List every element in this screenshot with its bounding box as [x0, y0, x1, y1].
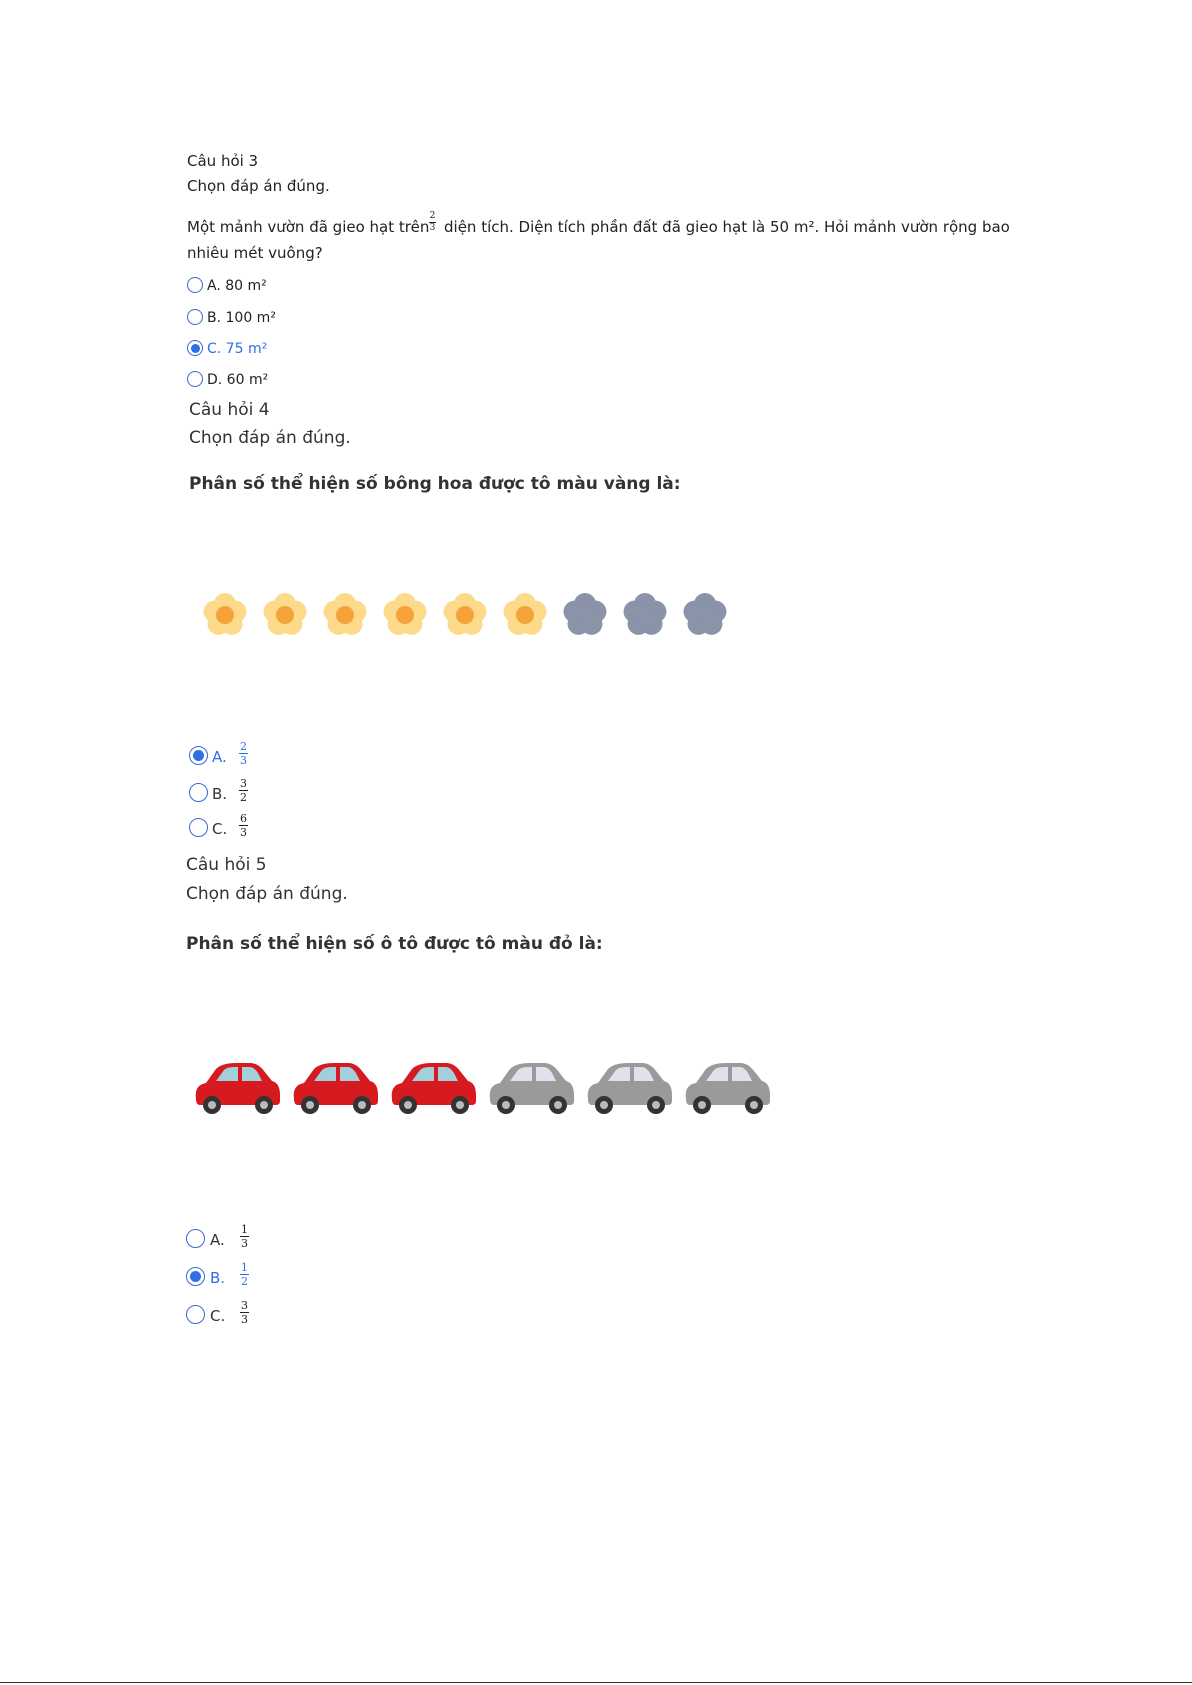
option-fraction — [240, 1262, 249, 1287]
option-letter: C. — [210, 1307, 226, 1325]
radio-button[interactable] — [186, 1229, 205, 1248]
fraction-numerator: 2 — [429, 211, 436, 221]
radio-button-selected[interactable] — [187, 340, 203, 356]
red-car-icon — [294, 1063, 378, 1114]
radio-button[interactable] — [187, 277, 203, 293]
gray-flower-icon — [684, 593, 727, 635]
fraction-denominator: 2 — [241, 1275, 248, 1288]
flowers-image — [190, 585, 750, 645]
fraction-numerator: 1 — [241, 1261, 248, 1274]
radio-button[interactable] — [189, 818, 208, 837]
red-car-icon — [196, 1063, 280, 1114]
question-3-fraction — [429, 212, 436, 233]
fraction-denominator: 3 — [241, 1237, 248, 1250]
radio-button[interactable] — [187, 371, 203, 387]
yellow-flower-icon — [384, 593, 427, 635]
question-5-prompt: Phân số thể hiện số ô tô được tô màu đỏ là: — [186, 934, 603, 954]
option-fraction — [239, 741, 248, 766]
fraction-numerator: 2 — [240, 740, 247, 753]
radio-button[interactable] — [187, 309, 203, 325]
fraction-numerator: 6 — [240, 812, 247, 825]
option-label: A. 80 m² — [207, 278, 267, 294]
radio-button[interactable] — [189, 783, 208, 802]
question-4-prompt: Phân số thể hiện số bông hoa được tô màu vàng là: — [189, 474, 681, 494]
option-letter: A. — [212, 748, 227, 766]
fraction-denominator: 3 — [241, 1313, 248, 1326]
fraction-denominator: 3 — [240, 754, 247, 767]
option-letter: C. — [212, 820, 228, 838]
option-fraction — [240, 1300, 249, 1325]
radio-button-selected[interactable] — [186, 1267, 205, 1286]
question-5-title: Câu hỏi 5 — [186, 855, 267, 875]
yellow-flower-icon — [264, 593, 307, 635]
page-bottom-divider — [0, 1682, 1192, 1683]
gray-flower-icon — [624, 593, 667, 635]
gray-car-icon — [686, 1063, 770, 1114]
radio-button-selected[interactable] — [189, 746, 208, 765]
question-3-title: Câu hỏi 3 — [187, 152, 259, 170]
question-3-text-before: Một mảnh vườn đã gieo hạt trên — [187, 218, 430, 236]
option-label: D. 60 m² — [207, 372, 269, 388]
yellow-flower-icon — [504, 593, 547, 635]
yellow-flower-icon — [324, 593, 367, 635]
option-label: B. 100 m² — [207, 310, 276, 326]
option-letter: A. — [210, 1231, 225, 1249]
yellow-flower-icon — [444, 593, 487, 635]
question-4-title: Câu hỏi 4 — [189, 400, 270, 420]
fraction-numerator: 3 — [240, 777, 247, 790]
gray-flower-icon — [564, 593, 607, 635]
question-5-instruction: Chọn đáp án đúng. — [186, 884, 348, 904]
option-letter: B. — [210, 1269, 226, 1287]
question-4-instruction: Chọn đáp án đúng. — [189, 428, 351, 448]
option-fraction — [240, 1224, 249, 1249]
fraction-numerator: 3 — [241, 1299, 248, 1312]
fraction-numerator: 1 — [241, 1223, 248, 1236]
fraction-denominator: 3 — [240, 826, 247, 839]
option-fraction — [239, 813, 248, 838]
question-3-text-after: diện tích. Diện tích phần đất đã gieo hạt là 50 m². Hỏi mảnh vườn rộng bao — [444, 218, 1010, 236]
gray-car-icon — [588, 1063, 672, 1114]
fraction-denominator: 2 — [240, 791, 247, 804]
fraction-denominator: 3 — [429, 223, 436, 233]
radio-button[interactable] — [186, 1305, 205, 1324]
option-label: C. 75 m² — [207, 341, 268, 357]
cars-image — [192, 1055, 792, 1115]
option-letter: B. — [212, 785, 228, 803]
question-3-text-line2: nhiêu mét vuông? — [187, 244, 323, 262]
red-car-icon — [392, 1063, 476, 1114]
gray-car-icon — [490, 1063, 574, 1114]
option-fraction — [239, 778, 248, 803]
yellow-flower-icon — [204, 593, 247, 635]
question-3-instruction: Chọn đáp án đúng. — [187, 177, 330, 195]
